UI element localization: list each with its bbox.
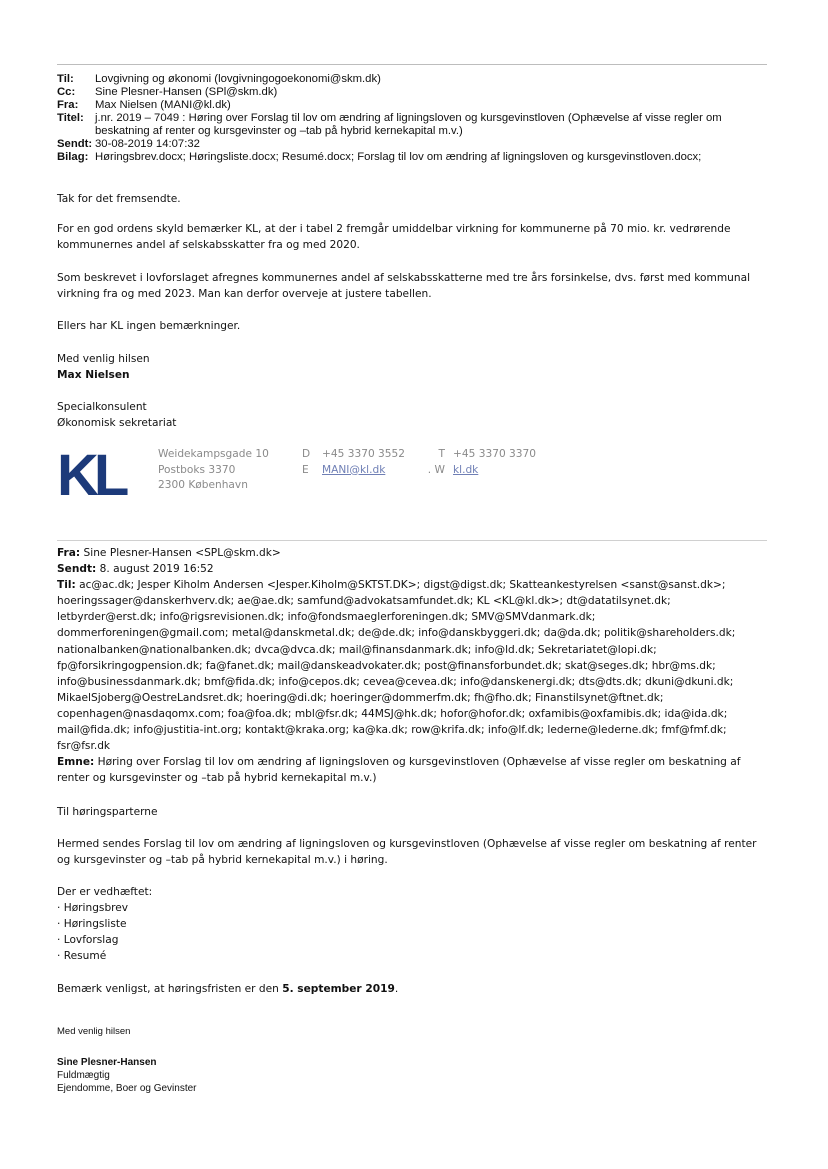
- email1-body: [57, 221, 762, 253]
- body-paragraph: Tak for det fremsendte.: [57, 193, 181, 205]
- email2-from-row: [57, 545, 762, 561]
- cc-row: [57, 86, 777, 99]
- email2-body: [57, 836, 762, 868]
- email1-body: [57, 270, 762, 302]
- direct-phone: +45 3370 3552: [322, 448, 406, 460]
- direct-label: D: [302, 448, 311, 460]
- email2-signature: [57, 1056, 197, 1095]
- deadline-prefix: Bemærk venligst, at høringsfristen er den: [57, 983, 283, 995]
- cc-label: Cc:: [57, 86, 76, 98]
- sent-value: 30-08-2019 14:07:32: [95, 138, 200, 150]
- top-divider: [57, 64, 767, 65]
- sender-name: Max Nielsen: [57, 369, 130, 381]
- email-link[interactable]: MANI@kl.dk: [322, 463, 386, 476]
- sender-role: Fuldmægtig: [57, 1070, 110, 1081]
- phone-label: T: [438, 448, 445, 460]
- sent-label: Sendt:: [57, 563, 97, 576]
- sender-department: Ejendomme, Boer og Gevinster: [57, 1083, 197, 1094]
- subject-line: Høring over Forslag til lov om ændring af ligningsloven og kursgevinstloven (Ophævelse af visse regler om beskatning af: [97, 756, 741, 769]
- subject-line: renter og kursgevinster og –tab på hybrid kernekapital m.v.): [57, 772, 377, 785]
- to-value: Lovgivning og økonomi (lovgivningogoekonomi@skm.dk): [95, 73, 381, 85]
- email2-body: [57, 804, 762, 820]
- kl-contact-labels-2: [425, 447, 445, 478]
- recipient-line: copenhagen@nasdaqomx.com; foa@foa.dk; mbl@fsr.dk; 44MSJ@hk.dk; hofor@hofor.dk; oxfamibis@oxfamibis.dk; ida@ida.dk;: [57, 707, 728, 720]
- recipient-line: mail@fida.dk; info@justitia-int.org; kontakt@kraka.org; ka@ka.dk; row@krifa.dk; info@lf.dk; lederne@lederne.dk; fmf@fmf.dk;: [57, 724, 727, 737]
- recipient-line: letbyrder@erst.dk; info@rigsrevisionen.dk; info@fondsmaeglerforeningen.dk; SMV@SMVdanmark.dk;: [57, 611, 596, 624]
- attached-item: · Høringsbrev: [57, 902, 129, 915]
- recipient-line: fsr@fsr.dk: [57, 740, 111, 753]
- attachments-value: Høringsbrev.docx; Høringsliste.docx; Resumé.docx; Forslag til lov om ændring af ligningsloven og kursgevinstloven.docx;: [95, 151, 702, 163]
- from-value: Max Nielsen (MANI@kl.dk): [95, 99, 231, 111]
- title-value: j.nr. 2019 – 7049 : Høring over Forslag til lov om ændring af ligningsloven og kursgevinstloven (Ophævelse af visse regler om beskatning af renter og kursgevinster og –tab på hybrid kernekapital m.v.): [95, 112, 722, 137]
- sent-label: Sendt:: [57, 138, 93, 150]
- email2-deadline: [57, 981, 762, 997]
- recipient-line: info@businessdanmark.dk; bmf@fida.dk; info@cepos.dk; cevea@cevea.dk; info@danskenergi.dk; dts@dts.dk; dkuni@dkuni.dk;: [57, 675, 734, 688]
- web-label: . W: [427, 463, 445, 476]
- greeting: Med venlig hilsen: [57, 353, 150, 365]
- website-link[interactable]: kl.dk: [453, 463, 479, 476]
- from-row: [57, 99, 777, 112]
- from-value: Sine Plesner-Hansen <SPL@skm.dk>: [83, 547, 281, 559]
- sent-value: 8. august 2019 16:52: [99, 563, 214, 576]
- body-paragraph: Som beskrevet i lovforslaget afregnes kommunernes andel af selskabsskatterne med tre års forsinkelse, dvs. først med kommunal virkning fra og med 2023. Man kan derfor overveje at justere tabellen.: [57, 272, 751, 300]
- deadline-line: [57, 981, 762, 997]
- email2: [57, 545, 762, 786]
- recipient-line: nationalbanken@nationalbanken.dk; dvca@dvca.dk; mail@finansdanmark.dk; info@ld.dk; Sekretariatet@lopi.dk;: [57, 643, 657, 656]
- email2-greeting: Med venlig hilsen: [57, 1026, 131, 1037]
- kl-contact-values-1: [322, 447, 405, 478]
- to-row: [57, 73, 777, 86]
- email-label: E: [302, 463, 309, 476]
- address-line: 2300 København: [158, 479, 248, 491]
- subject-label: Emne:: [57, 756, 95, 769]
- body-paragraph: For en god ordens skyld bemærker KL, at der i tabel 2 fremgår umiddelbar virkning for kommunerne på 70 mio. kr. vedrørende kommunernes andel af selskabsskatter fra og med 2020.: [57, 223, 731, 251]
- email1-title-block: [57, 399, 762, 431]
- address-line: Weidekampsgade 10: [158, 448, 269, 460]
- attached-label: Der er vedhæftet:: [57, 886, 153, 898]
- email1-header: [57, 73, 777, 164]
- kl-contact-values-2: [453, 447, 536, 478]
- cc-value: Sine Plesner-Hansen (SPl@skm.dk): [95, 86, 278, 98]
- sender-department: Økonomisk sekretariat: [57, 417, 177, 429]
- from-label: Fra:: [57, 99, 79, 111]
- email2-sent-row: [57, 561, 762, 577]
- intro-line: og kursgevinster og –tab på hybrid kernekapital m.v.) i høring.: [57, 854, 388, 867]
- attached-item: · Resumé: [57, 950, 107, 963]
- deadline-date: 5. september 2019: [282, 983, 395, 995]
- body-paragraph: Ellers har KL ingen bemærkninger.: [57, 320, 241, 332]
- deadline-suffix: .: [394, 983, 399, 995]
- sender-role: Specialkonsulent: [57, 401, 147, 413]
- to-label: Til:: [57, 73, 74, 85]
- address-line: Postboks 3370: [158, 463, 236, 476]
- attached-item: · Høringsliste: [57, 918, 127, 931]
- email1-body: [57, 191, 762, 207]
- to-label: Til:: [57, 579, 76, 592]
- kl-contact-labels-1: [302, 447, 310, 478]
- main-phone: +45 3370 3370: [453, 448, 537, 460]
- attached-item: · Lovforslag: [57, 934, 119, 947]
- recipient-line: ac@ac.dk; Jesper Kiholm Andersen <Jesper.Kiholm@SKTST.DK>; digst@digst.dk; Skatteankestyrelsen <sanst@sanst.dk>;: [79, 579, 726, 592]
- recipient-line: hoeringssager@danskerhverv.dk; ae@ae.dk; samfund@advokatsamfundet.dk; KL <KL@kl.dk>; dt@datatilsynet.dk;: [57, 595, 671, 608]
- email1-signoff: [57, 351, 762, 383]
- salutation: Til høringsparterne: [57, 806, 158, 818]
- attachments-label: Bilag:: [57, 151, 89, 163]
- intro-line: Hermed sendes Forslag til lov om ændring af ligningsloven og kursgevinstloven (Ophævelse af visse regler om beskatning af renter: [57, 838, 757, 850]
- sender-name: Sine Plesner-Hansen: [57, 1057, 157, 1068]
- recipient-line: MikaelSjoberg@OestreLandsret.dk; hoering@di.dk; hoeringer@dommerfm.dk; fh@fho.dk; Finanstilsynet@ftnet.dk;: [57, 691, 664, 704]
- email1-body: [57, 318, 762, 334]
- attachments-row: [57, 151, 777, 164]
- email2-subject-row: [57, 754, 762, 770]
- sent-row: [57, 138, 777, 151]
- kl-address: [158, 447, 269, 494]
- email2-attachments: [57, 884, 762, 964]
- recipient-line: fp@forsikringogpension.dk; fa@fanet.dk; mail@danskeadvokater.dk; post@finansforbundet.dk; skat@seges.dk; hbr@ms.dk;: [57, 659, 716, 672]
- title-label: Titel:: [57, 112, 84, 124]
- title-row: [57, 112, 777, 138]
- kl-logo: KL: [57, 443, 125, 508]
- recipient-line: dommerforeningen@gmail.com; metal@danskmetal.dk; de@de.dk; info@danskbyggeri.dk; da@da.dk; politik@shareholders.dk;: [57, 627, 736, 640]
- email2-to-row: [57, 577, 762, 593]
- from-label: Fra:: [57, 547, 81, 559]
- email-divider: [57, 540, 767, 541]
